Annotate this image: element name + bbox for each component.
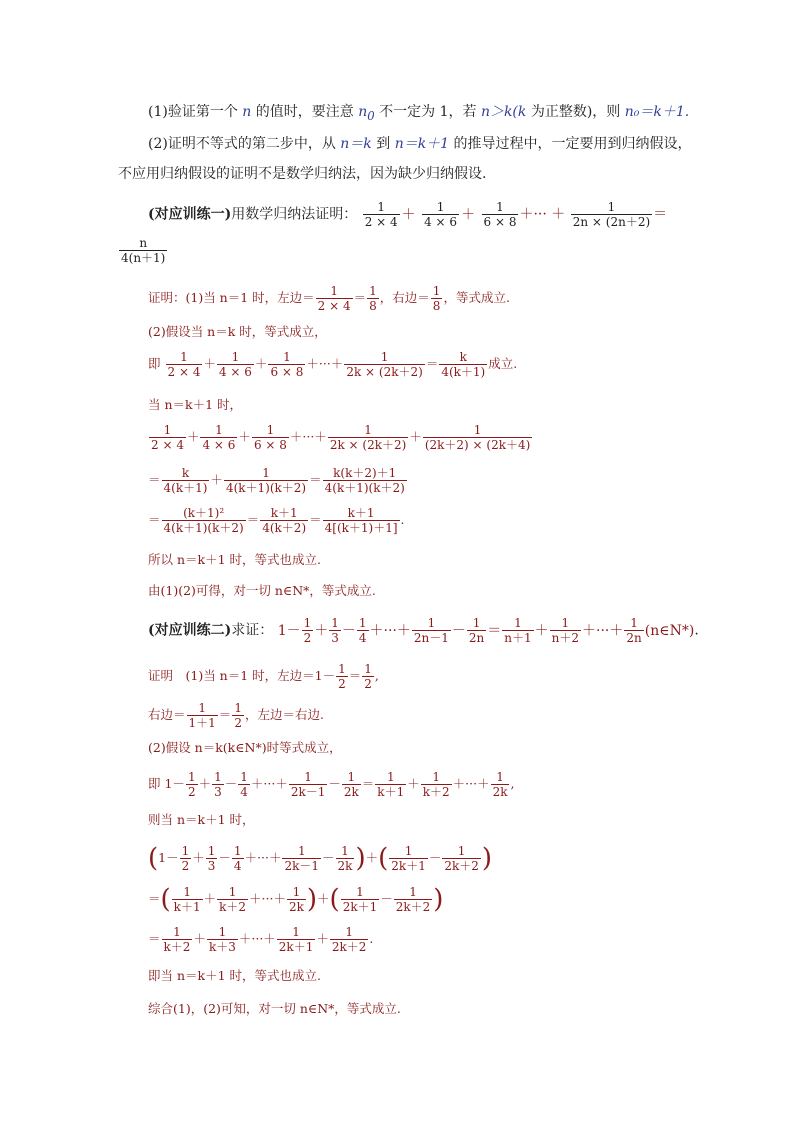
ex2-ji: 即 1－ (148, 776, 185, 791)
ex1-proof-1-frac: $\frac{1}{2 \times 4}$ (317, 284, 351, 313)
ex1-lhs-frac-0: $\frac{1}{2 \times 4}$ (364, 200, 398, 229)
ex1-dots: ＋··· ＋ (519, 206, 566, 223)
ex1-proof-1 (148, 284, 510, 313)
tip-line-2 (148, 134, 692, 154)
ex1-step-3: ＝ $\frac{\text{(k＋1)²}}{4(k+1)(k+2)}$ ＝ $\frac{k+1}{4(k+2)}$ ＝ $\frac{k+1}{4[(k+1)+1]}$ . (148, 506, 405, 535)
ex1-proof-1-right: ，右边＝ (379, 290, 430, 305)
tip-1-var-n: n (242, 104, 252, 120)
ex1-stem: 用数学归纳法证明： (231, 206, 358, 223)
tip-1-var-n0: n (358, 104, 368, 120)
tip-line-3 (118, 164, 486, 184)
tip-1-text-c: 不一定为 1，若 (374, 104, 481, 120)
tip-1-text-b: 的值时，要注意 (251, 104, 359, 120)
ex1-proof-1-text: 证明：(1)当 n＝1 时，左边＝ (148, 290, 315, 305)
ex2-proof-1b: 右边＝ $\frac{1}{1+1}$ ＝ $\frac{1}{2}$ ，左边＝右边. (148, 701, 324, 730)
ex2-ji-line: 即 1－ $\frac{1}{2}$ ＋ $\frac{1}{3}$ － $\frac{1}{4}$ ＋···＋ $\frac{1}{2k-1}$ － $\frac{1}{2k}$ ＝ $\frac{1}{k+1}$ ＋ $\frac{1}{k+2}$ ＋···＋ $\frac{1}{2k}$ , (148, 770, 515, 799)
ex1-hypothesis: (2)假设当 n＝k 时，等式成立， (148, 324, 327, 339)
ex1-label: (对应训练一) (148, 206, 232, 223)
ex1-ji-line: 即 $\frac{1}{2 \times 4}$ ＋ $\frac{1}{4 \times 6}$ ＋ $\frac{1}{6 \times 8}$ ＋···＋ $\frac{1}{2k \times (2k+2)}$ ＝ $\frac{k}{4(k+1)}$ 成立. (148, 350, 518, 379)
ex2-proof-1-text: 证明 (1)当 n＝1 时，左边＝1－ (148, 668, 336, 683)
ex1-ji: 即 (148, 356, 161, 371)
tip-1-text-a: (1)验证第一个 (148, 104, 243, 120)
tip-1-sub0: 0 (367, 108, 375, 123)
ex2-statement: (对应训练二)求证： 1－ $\frac{1}{2}$ ＋ $\frac{1}{3}$ － $\frac{1}{4}$ ＋···＋ $\frac{1}{2n-1}$ － $\frac{1}{2n}$ ＝ $\frac{1}{n+1}$ ＋ $\frac{1}{n+2}$ ＋···＋ $\frac{1}{2n}$ (n∈N*). (148, 616, 699, 645)
ex1-final: 由(1)(2)可得，对一切 n∈N*，等式成立. (148, 583, 376, 598)
ex1-proof-1-val2: $\frac{1}{8}$ (432, 284, 441, 313)
ex1-proof-1-eq: ＝ (353, 290, 367, 305)
ex2-right-end: ，左边＝右边. (244, 707, 324, 722)
ex1-proof-1-end: ，等式成立. (443, 290, 510, 305)
ex1-step-1: $\frac{1}{2 \times 4}$ ＋ $\frac{1}{4 \times 6}$ ＋ $\frac{1}{6 \times 8}$ ＋···＋ $\frac{1}{2k \times (2k+2)}$ ＋ $\frac{1}{(2k+2) \times (2k+4)}$ (151, 423, 531, 452)
ex1-eq: ＝ (653, 206, 668, 223)
tip-2-text-a: (2)证明不等式的第二步中，从 (148, 136, 341, 152)
tip-1-result: n₀＝k＋1. (624, 104, 690, 120)
ex1-last-frac: $\frac{1}{2n \times (2n+2)}$ (572, 200, 651, 229)
tip-2-text-c: 的推导过程中，一定要用到归纳假设， (449, 136, 692, 152)
ex2-proof-1-eq: ＝ (348, 668, 362, 683)
ex1-rhs-frac: $\frac{n}{4(n+1)}$ (121, 236, 166, 265)
ex1-lhs-frac-2: $\frac{1}{6 \times 8}$ (483, 200, 517, 229)
ex1-ji-end: 成立. (488, 356, 518, 371)
ex2-hypothesis: (2)假设 n＝k(k∈N*)时等式成立， (148, 740, 342, 755)
ex1-rhs-line (118, 236, 168, 265)
ex2-conclusion: 即当 n＝k＋1 时，等式也成立. (148, 968, 321, 983)
tip-2-text-b: 到 (371, 136, 395, 152)
ex1-conclusion: 所以 n＝k＋1 时，等式也成立. (148, 552, 321, 567)
ex1-proof-1-val: $\frac{1}{8}$ (369, 284, 377, 313)
ex1-when: 当 n＝k＋1 时， (148, 397, 243, 412)
tip-2-n2: n＝k＋1 (394, 136, 450, 152)
ex2-step-2: ＝( $\frac{1}{k+1}$ ＋ $\frac{1}{k+2}$ ＋···＋ $\frac{1}{2k}$ )＋( $\frac{1}{2k+1}$ － $\frac{1}{2k+2}$ ) (148, 884, 444, 915)
ex2-proof-1: 证明 (1)当 n＝1 时，左边＝1－ $\frac{1}{2}$ ＝ $\frac{1}{2}$ , (148, 662, 379, 691)
ex2-stem: 求证： (231, 622, 274, 639)
ex2-step-3: ＝ $\frac{1}{k+2}$ ＋ $\frac{1}{k+3}$ ＋···＋ $\frac{1}{2k+1}$ ＋ $\frac{1}{2k+2}$ . (148, 925, 374, 954)
tip-1-text-d: 为正整数)，则 (526, 104, 625, 120)
ex2-step-1: (1－ $\frac{1}{2}$ ＋ $\frac{1}{3}$ － $\frac{1}{4}$ ＋···＋ $\frac{1}{2k-1}$ － $\frac{1}{2k}$ )＋( $\frac{1}{2k+1}$ － $\frac{1}{2k+2}$ ) (148, 843, 493, 874)
ex1-lhs-frac-1: $\frac{1}{4 \times 6}$ (424, 200, 458, 229)
ex1-step-2: ＝ $\frac{k}{4(k+1)}$ ＋ $\frac{1}{4(k+1)(k+2)}$ ＝ $\frac{k(k+2)+1}{4(k+1)(k+2)}$ (148, 466, 405, 495)
ex2-final: 综合(1)，(2)可知，对一切 n∈N*，等式成立. (148, 1001, 401, 1016)
ex2-label: (对应训练二) (148, 622, 232, 639)
tip-2-n1: n＝k (340, 136, 372, 152)
ex2-when: 则当 n＝k＋1 时， (148, 812, 255, 827)
tip-1-cond: n＞k(k (480, 104, 527, 120)
ex2-right-label: 右边＝ (148, 707, 186, 722)
tip-line-1 (148, 102, 689, 126)
ex1-statement: (对应训练一)用数学归纳法证明： $\frac{1}{2 \times 4}$ ＋ $\frac{1}{4 \times 6}$ ＋ $\frac{1}{6 \times 8}$ ＋··· ＋ $\frac{1}{2n \times (2n+2)}$ ＝ (148, 200, 668, 229)
tip-3-text: 不应用归纳假设的证明不是数学归纳法，因为缺少归纳假设. (118, 166, 487, 182)
